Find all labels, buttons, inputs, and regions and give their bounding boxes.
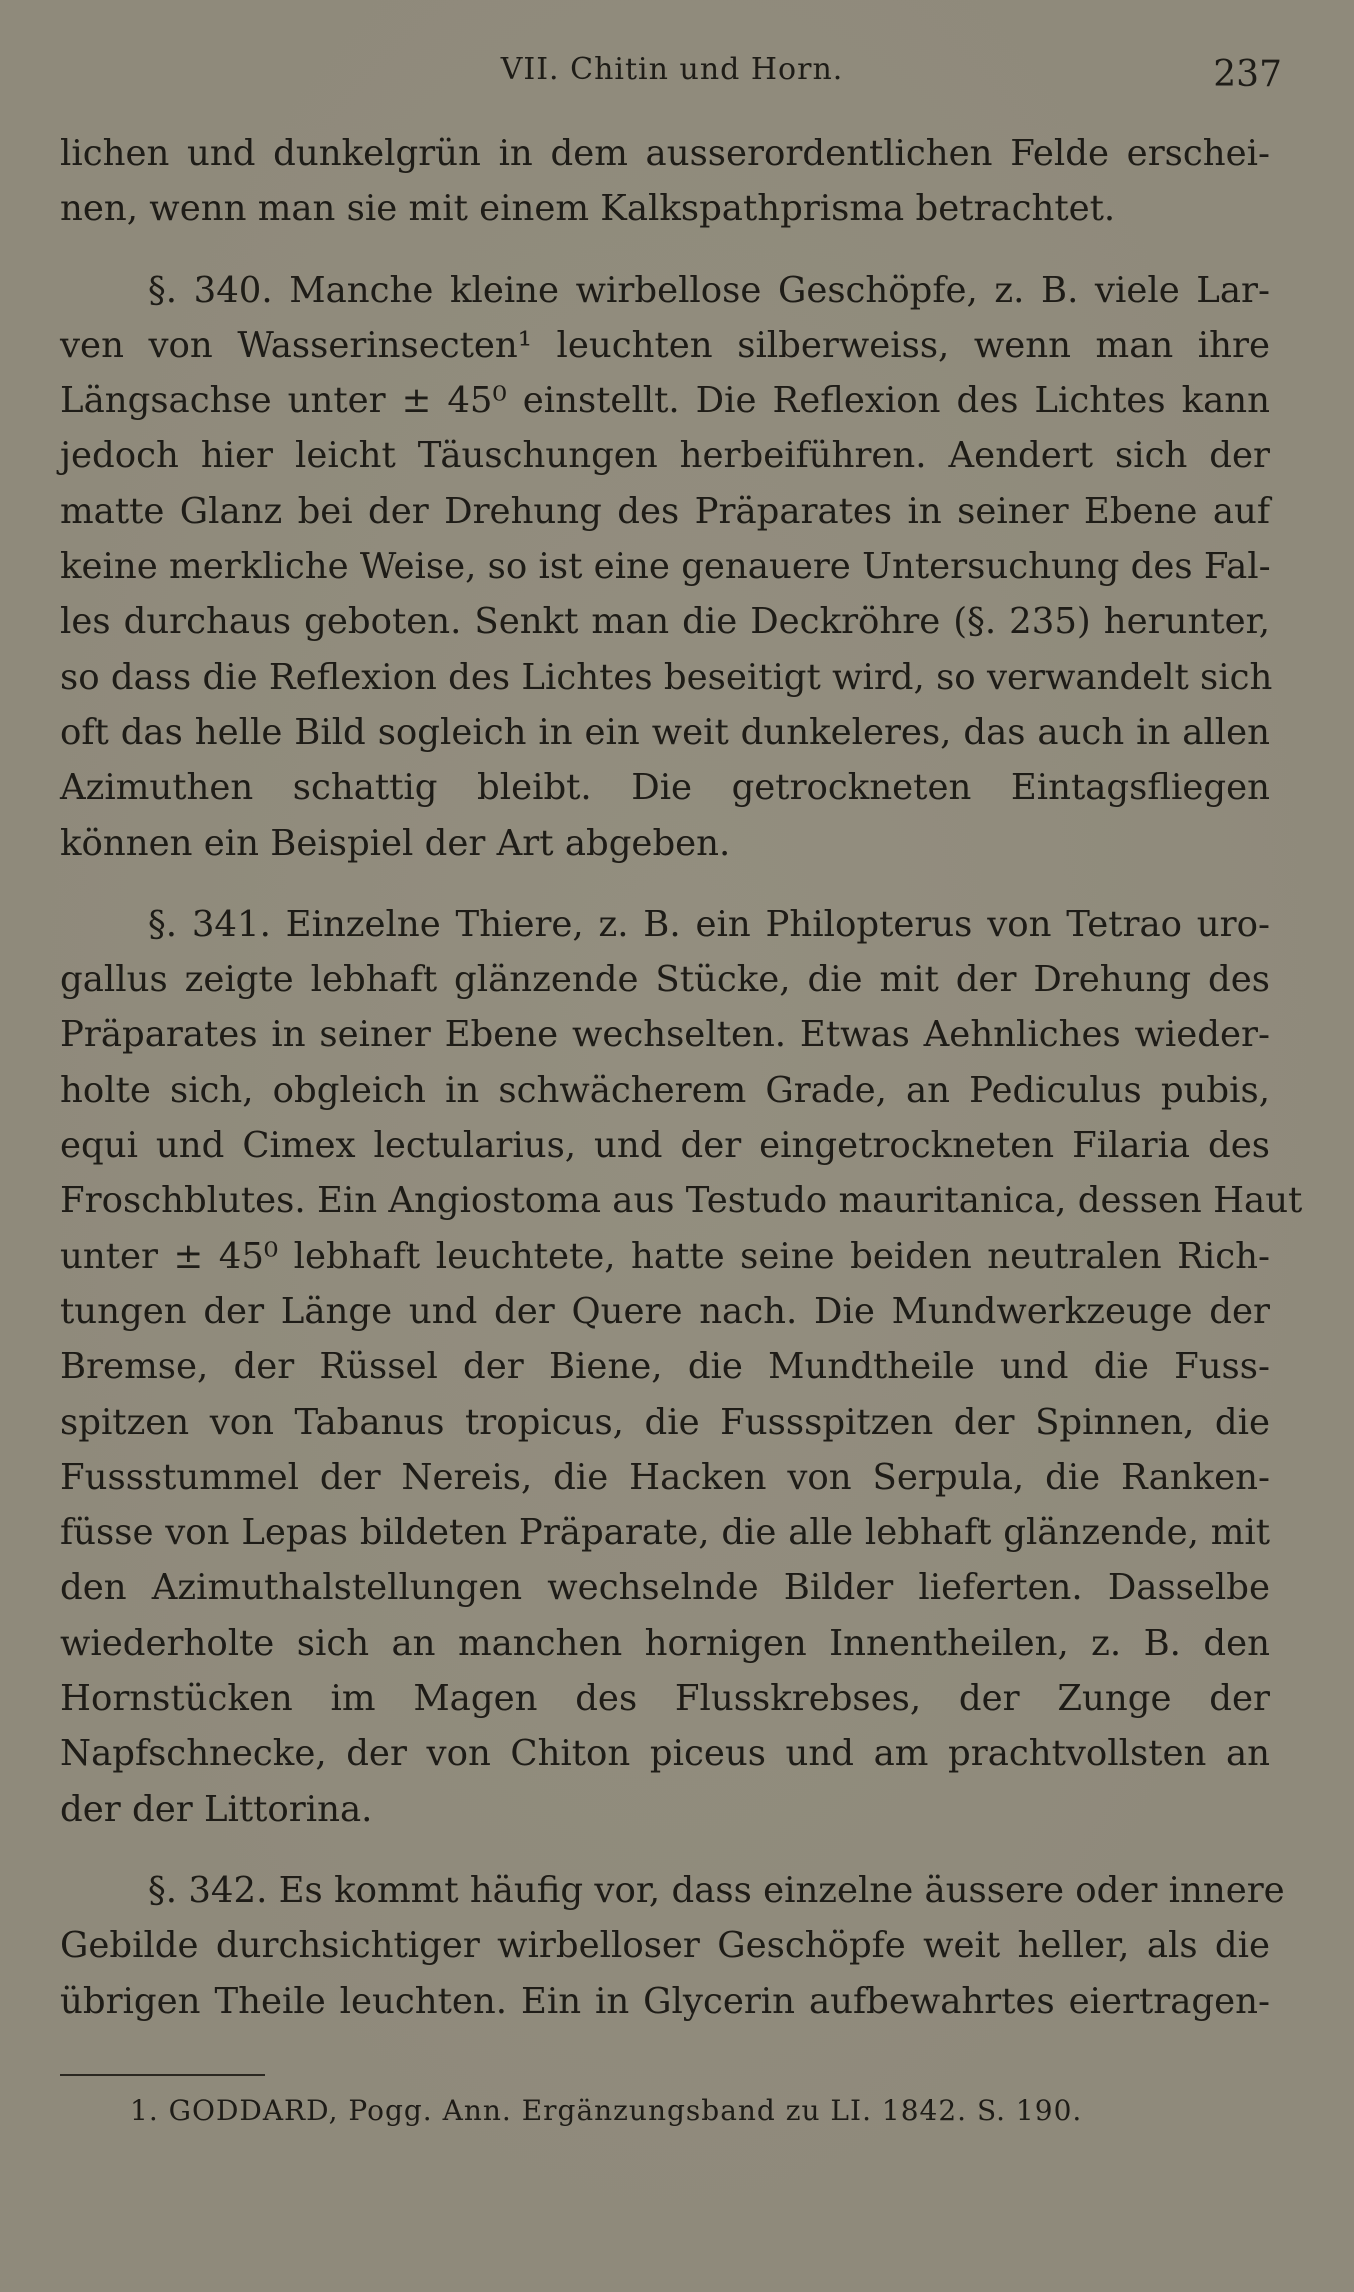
text-line: Präparates in seiner Ebene wechselten. Etwas Aehnliches wieder- [60, 1014, 1270, 1056]
text-line: nen, wenn man sie mit einem Kalkspathprisma betrachtet. [60, 188, 1116, 230]
text-line: §. 340. Manche kleine wirbellose Geschöpfe, z. B. viele Lar- [148, 269, 1270, 311]
text-line: Längsachse unter ± 45⁰ einstellt. Die Reflexion des Lichtes kann [60, 380, 1270, 422]
text-line: oft das helle Bild sogleich in ein weit dunkeleres, das auch in allen [60, 711, 1270, 753]
page-number: 237 [1213, 54, 1282, 95]
text-line: les durchaus geboten. Senkt man die Deckröhre (§. 235) herunter, [60, 601, 1270, 643]
text-line: der der Littorina. [60, 1788, 373, 1830]
text-line: spitzen von Tabanus tropicus, die Fussspitzen der Spinnen, die [60, 1401, 1270, 1443]
text-line: equi und Cimex lectularius, und der eingetrockneten Filaria des [60, 1125, 1270, 1167]
text-line: können ein Beispiel der Art abgeben. [60, 822, 731, 864]
footnote: 1. GODDARD, Pogg. Ann. Ergänzungsband zu LI. 1842. S. 190. [130, 2094, 1083, 2127]
text-line: Napfschnecke, der von Chiton piceus und am prachtvollsten an [60, 1733, 1270, 1775]
text-line: Azimuthen schattig bleibt. Die getrockneten Eintagsfliegen [60, 767, 1270, 809]
text-line: übrigen Theile leuchten. Ein in Glycerin aufbewahrtes eiertragen- [60, 1980, 1270, 2022]
text-line: Froschblutes. Ein Angiostoma aus Testudo mauritanica, dessen Haut [60, 1180, 1303, 1222]
text-line: tungen der Länge und der Quere nach. Die Mundwerkzeuge der [60, 1290, 1270, 1332]
text-line: Fussstummel der Nereis, die Hacken von Serpula, die Ranken- [60, 1456, 1270, 1498]
footnote-divider [60, 2074, 265, 2076]
text-line: Hornstücken im Magen des Flusskrebses, der Zunge der [60, 1678, 1270, 1720]
running-head: VII. Chitin und Horn. [500, 52, 844, 87]
text-line: holte sich, obgleich in schwächerem Grade, an Pediculus pubis, [60, 1069, 1270, 1111]
text-line: keine merkliche Weise, so ist eine genauere Untersuchung des Fal- [60, 546, 1271, 588]
text-line: jedoch hier leicht Täuschungen herbeiführen. Aendert sich der [60, 435, 1270, 477]
text-line: füsse von Lepas bildeten Präparate, die alle lebhaft glänzende, mit [60, 1512, 1270, 1554]
text-line: matte Glanz bei der Drehung des Präparates in seiner Ebene auf [60, 490, 1270, 532]
text-line: so dass die Reflexion des Lichtes beseitigt wird, so verwandelt sich [60, 656, 1273, 698]
text-line: wiederholte sich an manchen hornigen Innentheilen, z. B. den [60, 1622, 1270, 1664]
text-line: §. 341. Einzelne Thiere, z. B. ein Philopterus von Tetrao uro- [148, 903, 1270, 945]
text-line: unter ± 45⁰ lebhaft leuchtete, hatte seine beiden neutralen Rich- [60, 1235, 1270, 1277]
page-header [62, 48, 1282, 98]
text-line: Bremse, der Rüssel der Biene, die Mundtheile und die Fuss- [60, 1346, 1270, 1388]
text-line: gallus zeigte lebhaft glänzende Stücke, die mit der Drehung des [60, 959, 1270, 1001]
text-line: den Azimuthalstellungen wechselnde Bilder lieferten. Dasselbe [60, 1567, 1270, 1609]
text-line: lichen und dunkelgrün in dem ausserordentlichen Felde erschei- [60, 133, 1270, 174]
text-line: §. 342. Es kommt häufig vor, dass einzelne äussere oder innere [148, 1869, 1285, 1911]
text-line: Gebilde durchsichtiger wirbelloser Geschöpfe weit heller, als die [60, 1925, 1270, 1967]
page-body [60, 126, 1303, 2029]
text-line: ven von Wasserinsecten¹ leuchten silberweiss, wenn man ihre [60, 324, 1270, 366]
